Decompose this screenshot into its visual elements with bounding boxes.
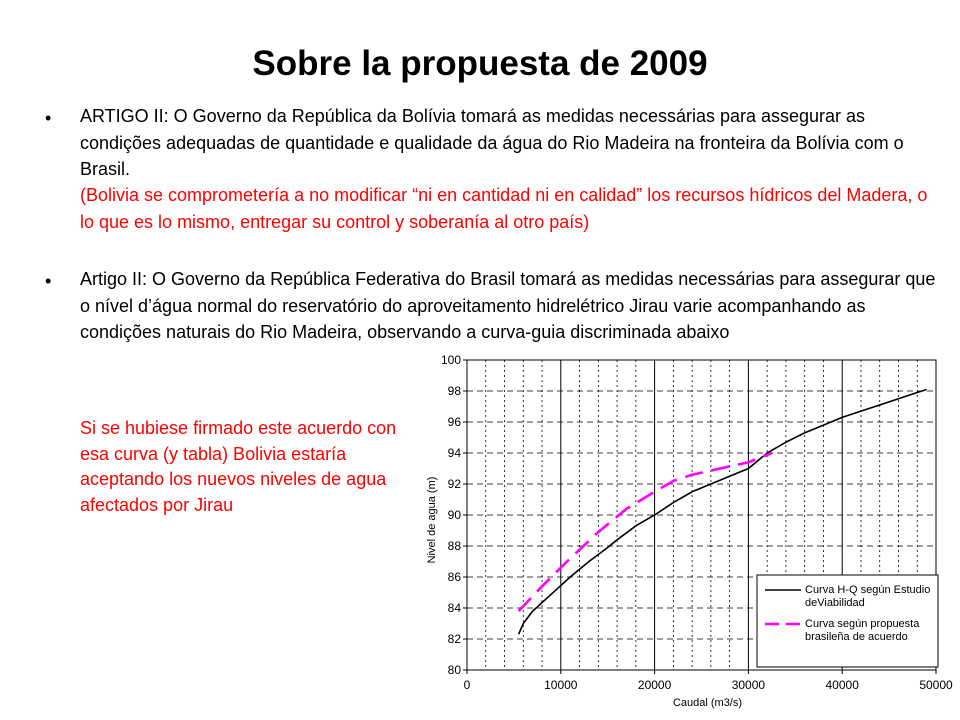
slide-title: Sobre la propuesta de 2009: [252, 44, 708, 83]
y-tick-label: 92: [447, 477, 461, 491]
y-tick-label: 94: [447, 446, 461, 460]
y-tick-label: 96: [447, 415, 461, 429]
y-tick-label: 98: [447, 384, 461, 398]
x-tick-label: 40000: [825, 678, 859, 692]
x-tick-label: 10000: [544, 678, 578, 692]
bullet-2: •: [45, 271, 52, 291]
series-line-propuesta: [519, 453, 772, 611]
y-tick-label: 80: [447, 663, 461, 677]
x-tick-label: 30000: [731, 678, 766, 692]
y-tick-label: 84: [447, 601, 461, 615]
paragraph-bolivia-note: (Bolivia se comprometería a no modificar “ni en cantidad ni en calidad” los recursos hídricos del Madera, o lo que es lo mismo, entregar su control y soberanía al otro país): [80, 185, 928, 232]
y-tick-label: 100: [440, 353, 461, 367]
x-tick-label: 50000: [919, 678, 953, 692]
level-discharge-chart: [400, 348, 955, 716]
legend: [757, 575, 938, 667]
legend-label: Curva según propuesta brasileña de acuerdo: [805, 618, 920, 643]
side-note: Si se hubiese firmado este acuerdo con esa curva (y tabla) Bolivia estaría aceptando los nuevos niveles de agua afectados por Jirau: [80, 418, 397, 515]
x-tick-label: 20000: [637, 678, 672, 692]
x-axis-label: Caudal (m3/s): [672, 697, 743, 709]
paragraph-artigo-brasil: Artigo II: O Governo da República Federativa do Brasil tomará as medidas necessárias para assegurar que o nível d’água normal do reservatório do aproveitamento hidrelétrico Jirau varie acompanhando as condições naturais do Rio Madeira, observando a curva-guia discriminada abaixo: [80, 269, 936, 342]
x-tick-label: 0: [463, 678, 471, 692]
y-tick-label: 86: [447, 570, 461, 584]
y-tick-label: 90: [447, 508, 461, 522]
y-axis-label: Nivel de agua (m): [426, 476, 438, 564]
y-tick-label: 88: [447, 539, 461, 553]
paragraph-artigo-bolivia: ARTIGO II: O Governo da República da Bolívia tomará as medidas necessárias para assegurar as condições adequadas de quantidade e qualidade da água do Rio Madeira na fronteira da Bolívia com o Brasil.: [80, 106, 904, 179]
bullet-1: •: [45, 108, 52, 128]
legend-label: Curva H-Q según Estudio deViabilidad: [805, 584, 931, 609]
y-tick-label: 82: [447, 632, 461, 646]
